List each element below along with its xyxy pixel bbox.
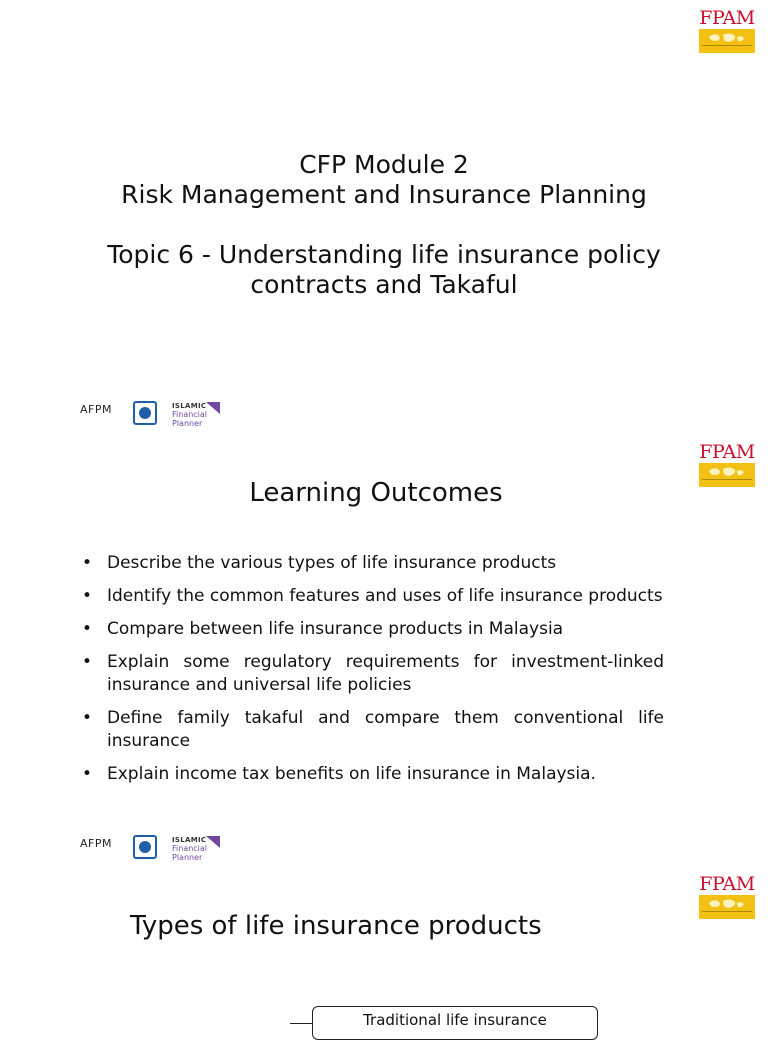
- afpm-logo: AFPM: [80, 403, 112, 416]
- fpam-logo-text: FPAM: [699, 441, 755, 463]
- list-item: • Explain some regulatory requirements for investment-linked insurance and universal life policies: [82, 652, 664, 695]
- partner-logos: [80, 834, 230, 864]
- diagram-box-traditional: Traditional life insurance: [312, 1006, 598, 1040]
- list-item: • Identify the common features and uses of life insurance products: [82, 586, 663, 606]
- list-item: • Define family takaful and compare them conventional life insurance: [82, 708, 664, 751]
- slide-learning-outcomes: [0, 434, 768, 868]
- list-item: • Explain income tax benefits on life insurance in Malaysia.: [82, 764, 596, 784]
- world-map-icon: [707, 31, 747, 45]
- triangle-mark-icon: [206, 402, 220, 414]
- slide-heading: Learning Outcomes: [249, 478, 503, 508]
- cfp-badge-icon: [133, 835, 157, 859]
- world-map-icon: [707, 465, 747, 479]
- fpam-logo-text: FPAM: [699, 7, 755, 29]
- slide-title: [0, 0, 768, 434]
- topic-title-line2: contracts and Takaful: [250, 270, 518, 299]
- module-title: CFP Module 2: [299, 150, 469, 179]
- afpm-logo: AFPM: [80, 837, 112, 850]
- fpam-tagline: [702, 45, 752, 51]
- islamic-financial-planner-logo: ISLAMIC Financial Planner: [172, 836, 228, 862]
- slide-types-of-life-insurance: [0, 868, 768, 1029]
- module-subtitle: Risk Management and Insurance Planning: [121, 180, 647, 209]
- cfp-badge-icon: [133, 401, 157, 425]
- list-item: • Describe the various types of life insurance products: [82, 553, 557, 573]
- fpam-logo-band: [699, 29, 755, 53]
- fpam-logo: [699, 8, 755, 53]
- slide-title-block: [40, 150, 728, 300]
- fpam-logo-text: FPAM: [699, 873, 755, 895]
- slide-heading: Types of life insurance products: [130, 911, 542, 941]
- topic-title-line1: Topic 6 - Understanding life insurance policy: [107, 240, 661, 269]
- world-map-icon: [707, 897, 747, 911]
- islamic-financial-planner-logo: ISLAMIC Financial Planner: [172, 402, 228, 428]
- triangle-mark-icon: [206, 836, 220, 848]
- list-item: • Compare between life insurance products in Malaysia: [82, 619, 564, 639]
- outcomes-list: [82, 552, 664, 796]
- partner-logos: [80, 400, 230, 430]
